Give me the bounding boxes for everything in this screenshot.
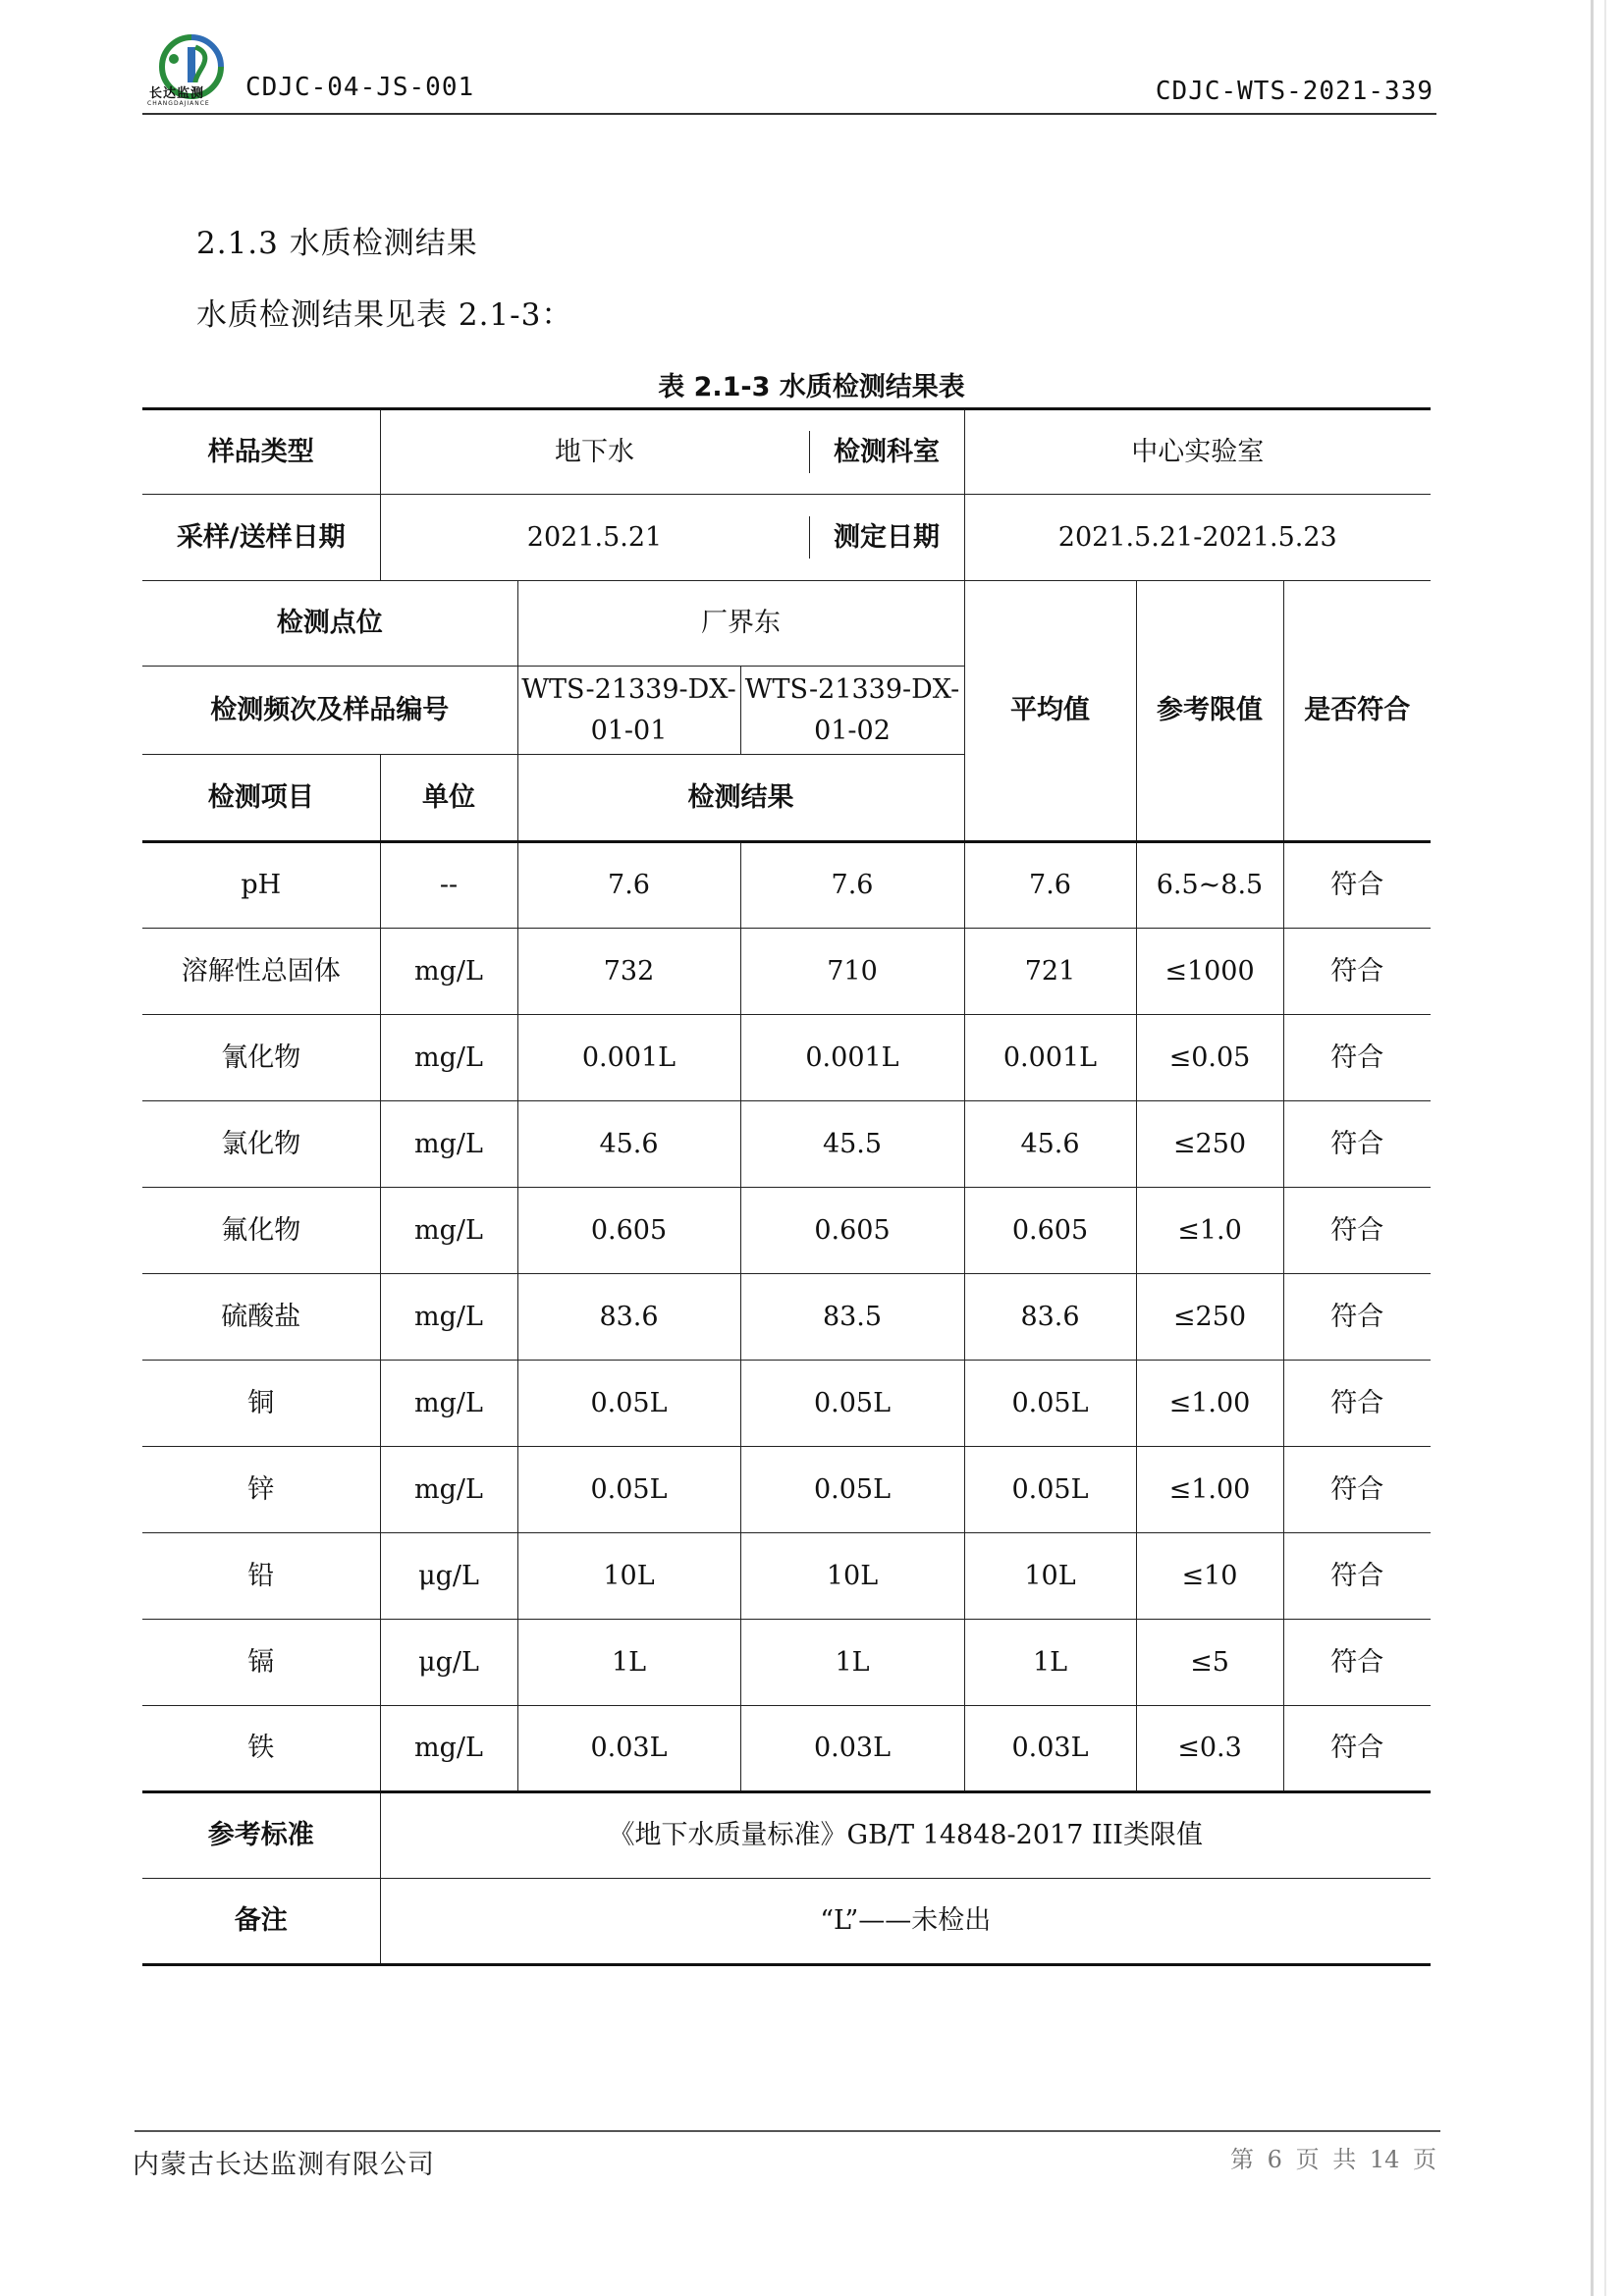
unit-cell: mg/L [380, 1188, 517, 1274]
limit-cell: ≤5 [1136, 1620, 1283, 1706]
test-item-cell: 溶解性总固体 [142, 929, 380, 1015]
average-cell: 721 [964, 929, 1136, 1015]
result-sample2-cell: 0.05L [740, 1447, 964, 1533]
result-sample1-cell: 0.05L [517, 1361, 740, 1447]
sampling-date-cell [380, 495, 964, 581]
logo-text: 长达监测 [149, 86, 205, 101]
remark-row [142, 1879, 1431, 1965]
table-row [142, 1274, 1431, 1361]
unit-cell: mg/L [380, 1274, 517, 1361]
conformity-cell: 符合 [1283, 1447, 1431, 1533]
unit-cell: -- [380, 842, 517, 929]
scan-edge-line [1591, 0, 1594, 2296]
limit-cell: ≤1000 [1136, 929, 1283, 1015]
frequency-label: 检测频次及样品编号 [142, 667, 517, 755]
result-sample2-cell: 1L [740, 1620, 964, 1706]
average-cell: 0.03L [964, 1706, 1136, 1792]
table-row [142, 1620, 1431, 1706]
water-quality-table [142, 407, 1431, 1966]
test-date-label: 测定日期 [809, 516, 964, 559]
test-item-cell: 镉 [142, 1620, 380, 1706]
unit-header: 单位 [380, 755, 517, 842]
test-item-cell: 铁 [142, 1706, 380, 1792]
unit-cell: mg/L [380, 1361, 517, 1447]
limit-cell: ≤250 [1136, 1101, 1283, 1188]
point-value: 厂界东 [517, 581, 964, 667]
lab-value: 中心实验室 [964, 409, 1431, 495]
header-rule [142, 113, 1436, 115]
scan-edge-line-secondary [1604, 0, 1606, 2296]
unit-cell: mg/L [380, 929, 517, 1015]
table-row [142, 1706, 1431, 1792]
average-cell: 83.6 [964, 1274, 1136, 1361]
sample-type-text: 地下水 [555, 436, 634, 467]
result-sample2-cell: 0.05L [740, 1361, 964, 1447]
result-sample1-cell: 45.6 [517, 1101, 740, 1188]
test-item-cell: 氯化物 [142, 1101, 380, 1188]
result-sample1-cell: 0.605 [517, 1188, 740, 1274]
intro-text: 水质检测结果见表 2.1-3： [196, 297, 573, 333]
data-rows [142, 842, 1431, 1792]
table-row [142, 1188, 1431, 1274]
limit-cell: ≤1.0 [1136, 1188, 1283, 1274]
document-code-right: CDJC-WTS-2021-339 [1155, 77, 1434, 106]
remark-value: “L”——未检出 [380, 1879, 1431, 1965]
average-cell: 7.6 [964, 842, 1136, 929]
limit-cell: ≤250 [1136, 1274, 1283, 1361]
average-cell: 0.001L [964, 1015, 1136, 1101]
table-row [142, 1361, 1431, 1447]
point-label: 检测点位 [142, 581, 517, 667]
lab-label: 检测科室 [809, 431, 964, 473]
conformity-cell: 符合 [1283, 1620, 1431, 1706]
limit-cell: ≤1.00 [1136, 1361, 1283, 1447]
test-item-cell: pH [142, 842, 380, 929]
item-header: 检测项目 [142, 755, 380, 842]
test-item-cell: 铅 [142, 1533, 380, 1620]
test-item-cell: 铜 [142, 1361, 380, 1447]
document-code-left: CDJC-04-JS-001 [245, 73, 475, 102]
page-number: 第 6 页 共 14 页 [1230, 2146, 1436, 2173]
remark-label: 备注 [142, 1879, 380, 1965]
average-cell: 0.05L [964, 1447, 1136, 1533]
section-heading: 2.1.3 水质检测结果 [196, 226, 478, 261]
sample-type-label: 样品类型 [142, 409, 380, 495]
table-row [142, 929, 1431, 1015]
sampling-date-label: 采样/送样日期 [142, 495, 380, 581]
unit-cell: mg/L [380, 1015, 517, 1101]
result-sample2-cell: 0.605 [740, 1188, 964, 1274]
sample1-id: WTS-21339-DX-01-01 [517, 667, 740, 755]
test-date-value: 2021.5.21-2021.5.23 [964, 495, 1431, 581]
average-cell: 0.605 [964, 1188, 1136, 1274]
average-cell: 0.05L [964, 1361, 1136, 1447]
avg-header: 平均值 [964, 581, 1136, 842]
limit-cell: 6.5~8.5 [1136, 842, 1283, 929]
unit-cell: mg/L [380, 1706, 517, 1792]
unit-cell: μg/L [380, 1620, 517, 1706]
result-sample2-cell: 7.6 [740, 842, 964, 929]
footer-rule [135, 2130, 1440, 2132]
result-sample2-cell: 10L [740, 1533, 964, 1620]
table-row [142, 1533, 1431, 1620]
table-row [142, 1101, 1431, 1188]
sample2-id: WTS-21339-DX-01-02 [740, 667, 964, 755]
result-sample1-cell: 0.03L [517, 1706, 740, 1792]
average-cell: 1L [964, 1620, 1136, 1706]
standard-value: 《地下水质量标准》GB/T 14848-2017 III类限值 [380, 1792, 1431, 1879]
logo-subtext: CHANGDAJIANCE [147, 100, 210, 107]
result-sample1-cell: 7.6 [517, 842, 740, 929]
average-cell: 45.6 [964, 1101, 1136, 1188]
result-sample2-cell: 0.001L [740, 1015, 964, 1101]
average-cell: 10L [964, 1533, 1136, 1620]
unit-cell: mg/L [380, 1447, 517, 1533]
conformity-cell: 符合 [1283, 842, 1431, 929]
result-sample1-cell: 0.001L [517, 1015, 740, 1101]
conformity-cell: 符合 [1283, 1274, 1431, 1361]
conformity-cell: 符合 [1283, 929, 1431, 1015]
test-item-cell: 氰化物 [142, 1015, 380, 1101]
conformity-cell: 符合 [1283, 1188, 1431, 1274]
conformity-cell: 符合 [1283, 1015, 1431, 1101]
conformity-cell: 符合 [1283, 1361, 1431, 1447]
table-caption: 表 2.1-3 水质检测结果表 [658, 372, 965, 402]
result-sample1-cell: 0.05L [517, 1447, 740, 1533]
result-sample1-cell: 10L [517, 1533, 740, 1620]
limit-header: 参考限值 [1136, 581, 1283, 842]
unit-cell: mg/L [380, 1101, 517, 1188]
unit-cell: μg/L [380, 1533, 517, 1620]
conform-header: 是否符合 [1283, 581, 1431, 842]
limit-cell: ≤0.05 [1136, 1015, 1283, 1101]
conformity-cell: 符合 [1283, 1706, 1431, 1792]
standard-row [142, 1792, 1431, 1879]
date-row [142, 495, 1431, 581]
result-sample2-cell: 83.5 [740, 1274, 964, 1361]
limit-cell: ≤1.00 [1136, 1447, 1283, 1533]
result-sample2-cell: 710 [740, 929, 964, 1015]
limit-cell: ≤0.3 [1136, 1706, 1283, 1792]
point-row [142, 581, 1431, 667]
standard-label: 参考标准 [142, 1792, 380, 1879]
result-header: 检测结果 [517, 755, 964, 842]
table-row [142, 1447, 1431, 1533]
sampling-date-value: 2021.5.21 [526, 521, 663, 553]
result-sample1-cell: 83.6 [517, 1274, 740, 1361]
result-sample1-cell: 1L [517, 1620, 740, 1706]
result-sample2-cell: 0.03L [740, 1706, 964, 1792]
limit-cell: ≤10 [1136, 1533, 1283, 1620]
sample-type-row [142, 409, 1431, 495]
test-item-cell: 锌 [142, 1447, 380, 1533]
conformity-cell: 符合 [1283, 1101, 1431, 1188]
table-row [142, 1015, 1431, 1101]
result-sample2-cell: 45.5 [740, 1101, 964, 1188]
footer-company: 内蒙古长达监测有限公司 [133, 2150, 435, 2180]
test-item-cell: 硫酸盐 [142, 1274, 380, 1361]
conformity-cell: 符合 [1283, 1533, 1431, 1620]
result-sample1-cell: 732 [517, 929, 740, 1015]
test-item-cell: 氟化物 [142, 1188, 380, 1274]
sample-type-value [380, 409, 964, 495]
table-row [142, 842, 1431, 929]
